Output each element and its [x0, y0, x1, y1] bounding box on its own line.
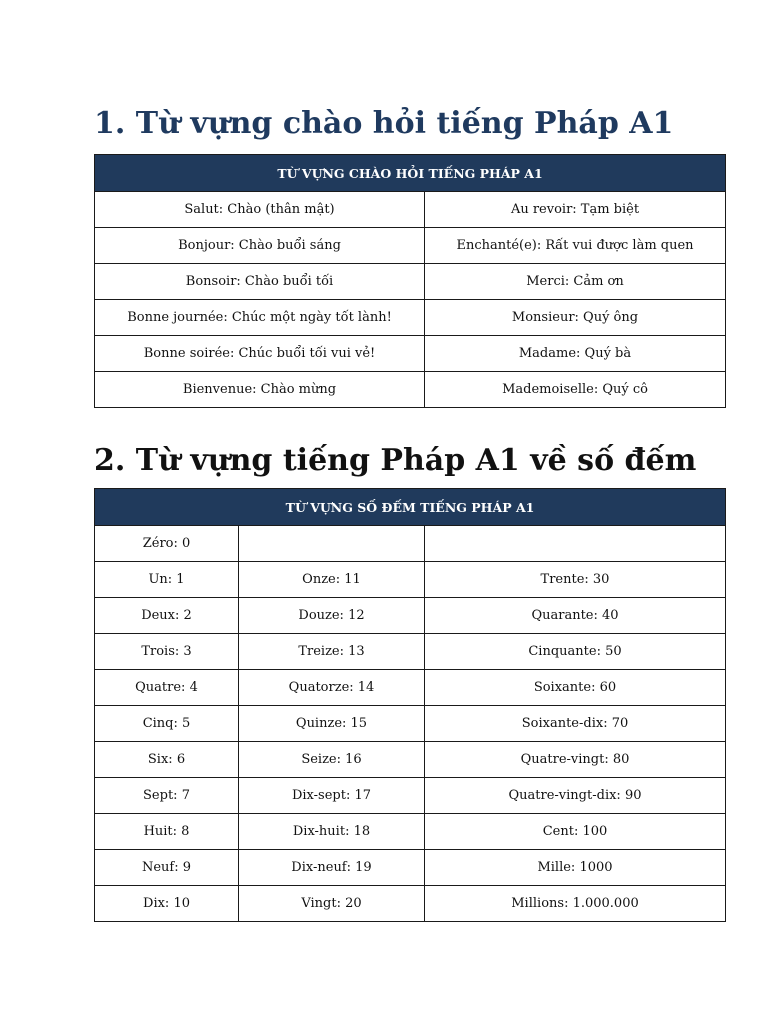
table-cell: Cinquante: 50 [425, 634, 726, 670]
numbers-table-row [95, 778, 726, 814]
table-cell: Dix-neuf: 19 [239, 850, 425, 886]
table-cell: Bonsoir: Chào buổi tối [95, 264, 425, 300]
table-cell: Enchanté(e): Rất vui được làm quen [425, 228, 726, 264]
table-cell: Cent: 100 [425, 814, 726, 850]
table-header-row [95, 155, 726, 192]
table-cell: Quatre-vingt-dix: 90 [425, 778, 726, 814]
table-cell: Un: 1 [95, 562, 239, 598]
table-cell [425, 526, 726, 562]
table-cell: Bonne soirée: Chúc buổi tối vui vẻ! [95, 336, 425, 372]
table-cell: Bonne journée: Chúc một ngày tốt lành! [95, 300, 425, 336]
table-cell: Salut: Chào (thân mật) [95, 192, 425, 228]
numbers-table-row [95, 562, 726, 598]
numbers-table-row [95, 886, 726, 922]
table-cell: Onze: 11 [239, 562, 425, 598]
table-cell: Merci: Cảm ơn [425, 264, 726, 300]
table-cell: Bienvenue: Chào mừng [95, 372, 425, 408]
table-cell: Quatre-vingt: 80 [425, 742, 726, 778]
table-cell [239, 526, 425, 562]
table-header-row [95, 489, 726, 526]
numbers-table-row [95, 634, 726, 670]
greetings-table-row [95, 228, 726, 264]
table-cell: Quatorze: 14 [239, 670, 425, 706]
table-cell: Dix-sept: 17 [239, 778, 425, 814]
greetings-table-row [95, 300, 726, 336]
table-cell: Zéro: 0 [95, 526, 239, 562]
numbers-table-row [95, 670, 726, 706]
table-cell: Soixante-dix: 70 [425, 706, 726, 742]
greetings-table-row [95, 372, 726, 408]
numbers-table-row [95, 706, 726, 742]
greetings-table-body [95, 192, 726, 408]
numbers-table-row [95, 598, 726, 634]
table-cell: Mademoiselle: Quý cô [425, 372, 726, 408]
table-cell: Quarante: 40 [425, 598, 726, 634]
numbers-table-body [95, 526, 726, 922]
numbers-table [94, 488, 726, 922]
table-cell: Sept: 7 [95, 778, 239, 814]
greetings-table-header: TỪ VỰNG CHÀO HỎI TIẾNG PHÁP A1 [95, 155, 726, 192]
table-cell: Cinq: 5 [95, 706, 239, 742]
table-cell: Dix: 10 [95, 886, 239, 922]
greetings-table [94, 154, 726, 408]
numbers-table-row [95, 814, 726, 850]
table-cell: Mille: 1000 [425, 850, 726, 886]
table-cell: Deux: 2 [95, 598, 239, 634]
table-cell: Dix-huit: 18 [239, 814, 425, 850]
numbers-table-row [95, 526, 726, 562]
table-cell: Au revoir: Tạm biệt [425, 192, 726, 228]
numbers-table-row [95, 742, 726, 778]
table-cell: Vingt: 20 [239, 886, 425, 922]
section-2-title: 2. Từ vựng tiếng Pháp A1 về số đếm [94, 443, 697, 478]
table-cell: Six: 6 [95, 742, 239, 778]
table-cell: Trois: 3 [95, 634, 239, 670]
table-cell: Quatre: 4 [95, 670, 239, 706]
table-cell: Trente: 30 [425, 562, 726, 598]
numbers-table-row [95, 850, 726, 886]
table-cell: Neuf: 9 [95, 850, 239, 886]
table-cell: Treize: 13 [239, 634, 425, 670]
numbers-table-header: TỪ VỰNG SỐ ĐẾM TIẾNG PHÁP A1 [95, 489, 726, 526]
table-cell: Monsieur: Quý ông [425, 300, 726, 336]
section-1-title: 1. Từ vựng chào hỏi tiếng Pháp A1 [94, 106, 674, 141]
greetings-table-row [95, 192, 726, 228]
table-cell: Millions: 1.000.000 [425, 886, 726, 922]
table-cell: Huit: 8 [95, 814, 239, 850]
table-cell: Madame: Quý bà [425, 336, 726, 372]
table-cell: Douze: 12 [239, 598, 425, 634]
table-cell: Bonjour: Chào buổi sáng [95, 228, 425, 264]
table-cell: Quinze: 15 [239, 706, 425, 742]
table-cell: Seize: 16 [239, 742, 425, 778]
table-cell: Soixante: 60 [425, 670, 726, 706]
greetings-table-row [95, 336, 726, 372]
greetings-table-row [95, 264, 726, 300]
